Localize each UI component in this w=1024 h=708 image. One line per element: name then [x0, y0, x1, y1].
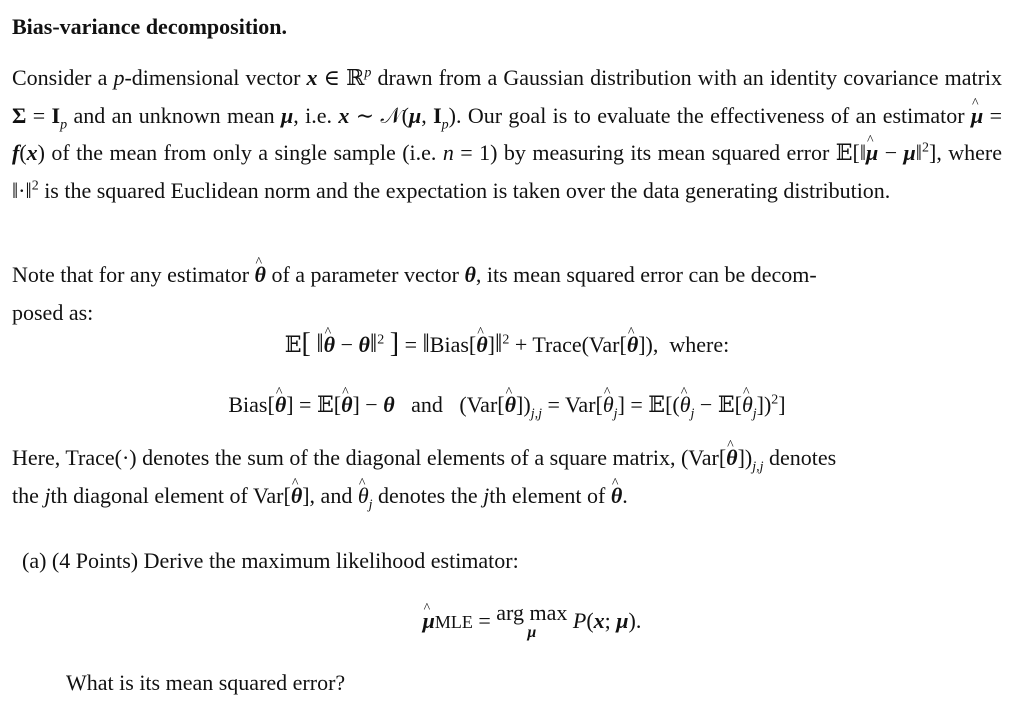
equation-mle: μ ^MLE = arg max μ P(x; μ).: [12, 602, 1024, 642]
paragraph-intro: Consider a p-dimensional vector x ∈ ℝ$^p$ drawn from a Gaussian distribution with an identity covariance matrix $\Sigma = I_p$ and an unknown mean μ, i.e. x ∼ 𝒩(μ, $I_p$). Our goal is to evaluate the effectiveness of an estimator μ ^ = f(x) of the mean from only a single sample (i.e. n = 1) by measuring its mean squared error 𝔼[‖μ ^ − μ‖$^2$], where ‖·‖$^2$ is the squared Euclidean norm and the expectation is taken over the data generating distribution.: [12, 59, 1002, 209]
equation-bias-variance: Bias[θ ^] = 𝔼[θ ^] − θ and (Var[θ $\^{}])_{j,j} = Var[\theta$ $\^{}_j$] = 𝔼[(θ $\^{}_j$ − 𝔼[θ $\^{}_j])^2$]: [12, 386, 1002, 424]
paragraph-decomposition: Note that for any estimator θ ^ of a parameter vector θ, its mean squared error can be decom- posed as:: [12, 256, 817, 331]
question-a-mse: What is its mean squared error?: [66, 670, 346, 695]
question-a-label: (a) (4 Points) Derive the maximum likelihood estimator:: [22, 548, 519, 573]
equation-mse-decomposition: 𝔼[ ‖θ ^ − θ‖$^2$ ] = ‖Bias[θ ^]‖$^2$ + Trace(Var[θ ^]), where:: [12, 325, 1002, 364]
section-title: Bias-variance decomposition.: [12, 14, 287, 39]
paragraph-notation: Here, Trace(·) denotes the sum of the diagonal elements of a square matrix, (Var[θ $\^{}])_{j,j}$ denotes the jth diagonal element of Var[θ ^], and θ $\^{}_j$ denotes the jth element of θ ^.: [12, 439, 836, 514]
